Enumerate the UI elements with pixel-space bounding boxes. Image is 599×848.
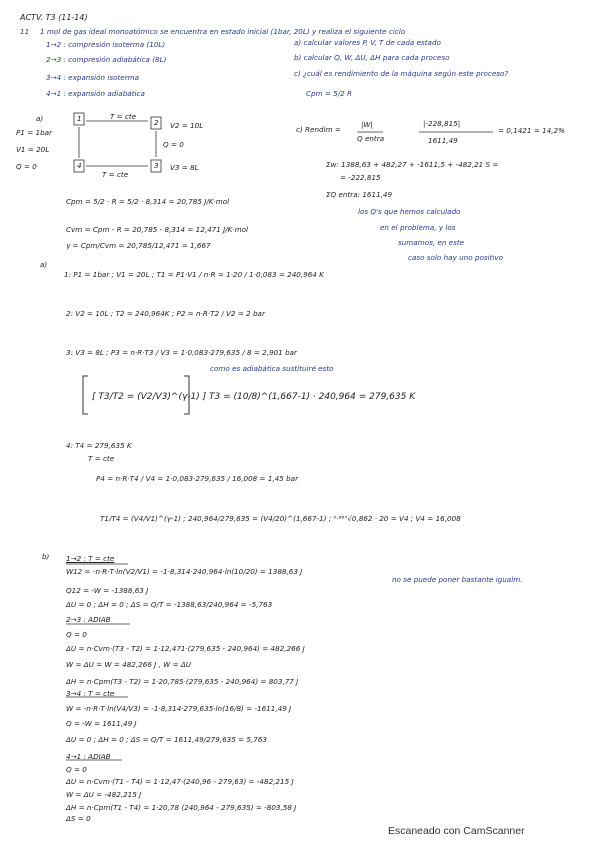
process-23-work: W = ΔU = W = 482,266 J , W = ΔU [66,660,192,669]
state-3-note: como es adiabática sustituiré esto [210,364,334,373]
process-41-energy: ΔU = n·Cvm·(T1 - T4) = 1·12,47·(240,96 - 279,63) = -482,215 J [66,777,294,786]
diagram-p1: P1 = 1bar [16,128,52,137]
diagram-v2: V2 = 10L [170,121,204,130]
problem-statement: 1 mol de gas ideal monoatómico se encuentra en estado inicial (1bar, 20L) y realiza el siguiente ciclo [40,27,406,36]
sum-w-result: = -222,815 [340,173,381,182]
part-b-label: b) [42,552,50,561]
process-12-heat: Q12 = -W = -1388,63 J [66,586,149,595]
process-34-work: W = -n·R·T·ln(V4/V3) = -1·8,314·279,635·ln(16/8) = -1611,49 J [66,704,292,713]
process-34-heat: Q = -W = 1611,49 J [66,719,137,728]
state-1-label: 1 [77,114,82,123]
diagram-tcte-top: T = cte [110,112,137,121]
efficiency-frac-num: |W| [361,120,373,129]
bracket-left [83,376,88,414]
process-41-work: W = ΔU = -482,215 J [66,790,142,799]
efficiency-frac-den: Q entra [357,134,385,143]
process-34-energy: ΔU = 0 ; ΔH = 0 ; ΔS = Q/T = 1611,49/279,635 = 5,763 [66,735,267,744]
process-41-entropy: ΔS = 0 [66,814,91,823]
diagram-label: a) [36,114,44,123]
process-41-title: 4→1 : ADIAB [66,752,111,761]
step-3: 3→4 : expansión isoterma [46,73,140,82]
diagram-v1: V1 = 20L [16,145,50,154]
process-12-title: 1→2 : T = cte [66,554,115,563]
page-title: ACTV. T3 (11-14) [20,13,88,22]
eff-note-3: sumamos, en este [398,238,465,247]
problem-number: 11 [20,27,30,36]
state-4-tcte: T = cte [88,454,115,463]
eff-note-2: en el problema, y los [380,223,456,232]
sum-w: Σw: 1388,63 + 482,27 + -1611,5 + -482,21 S = [326,160,499,169]
state-4-calc: 4: T4 = 279,635 K [66,441,132,450]
state-2-label: 2 [154,118,159,127]
diagram-q0: Q = 0 [16,162,37,171]
efficiency-val-den: 1611,49 [428,136,458,145]
process-23-title: 2→3 : ADIAB [66,615,111,624]
eff-note-1: los Q's que hemos calculado [358,207,461,216]
state-1-calc: 1: P1 = 1bar ; V1 = 20L ; T1 = P1·V1 / n·R = 1·20 / 1·0,083 = 240,964 K [64,270,324,279]
efficiency-label: c) Rendim = [296,125,341,134]
state-4-pressure: P4 = n·R·T4 / V4 = 1·0,083·279,635 / 16,008 = 1,45 bar [96,474,299,483]
efficiency-result: = 0,1421 = 14,2% [498,126,565,135]
cpm-line: Cpm = 5/2 · R = 5/2 · 8,314 = 20,785 J/K·mol [66,197,230,206]
process-12-note: no se puede poner bastante igualm. [392,575,523,584]
step-2: 2→3 : compresión adiabática (8L) [46,55,167,64]
process-34-title: 3→4 : T = cte [66,689,115,698]
eff-note-4: caso solo hay uno positivo [408,253,504,262]
state-3-calc: 3: V3 = 8L ; P3 = n·R·T3 / V3 = 1·0,083·279,635 / 8 = 2,901 bar [66,348,297,357]
state-3-equation: [ T3/T2 = (V2/V3)^(γ-1) ] T3 = (10/8)^(1,667-1) · 240,964 = 279,635 K [92,392,416,402]
process-41-enthalpy: ΔH = n·Cpm(T1 - T4) = 1·20,78 (240,964 - 279,635) = -803,58 J [66,803,297,812]
state-4-label: 4 [77,161,82,170]
step-4: 4→1 : expansión adiabática [46,89,145,98]
q-entra: ΣQ entra: 1611,49 [326,190,393,199]
process-23-heat: Q = 0 [66,630,87,639]
question-c: c) ¿cuál es rendimiento de la máquina según este proceso? [294,69,509,78]
diagram-tcte-bottom: T = cte [102,170,129,179]
process-12-work: W12 = -n·R·T·ln(V2/V1) = -1·8,314·240,964·ln(10/20) = 1388,63 J [66,567,303,576]
process-12-energy: ΔU = 0 ; ΔH = 0 ; ΔS = Q/T = -1388,63/240,964 = -5,763 [66,600,273,609]
scanner-watermark: Escaneado con CamScanner [388,825,525,837]
state-4-volume: T1/T4 = (V4/V1)^(γ-1) ; 240,964/279,635 = (V4/20)^(1,667-1) ; ⁰·⁶⁶⁷√0,862 · 20 = V4 ; V4 = 16,008 [100,514,461,523]
state-2-calc: 2: V2 = 10L ; T2 = 240,964K ; P2 = n·R·T2 / V2 = 2 bar [66,309,265,318]
process-23-energy: ΔU = n·Cvm·(T3 - T2) = 1·12,471·(279,635 - 240,964) = 482,266 J [66,644,305,653]
cpm-note: Cpm = 5/2 R [306,89,353,98]
process-41-heat: Q = 0 [66,765,87,774]
cvm-line: Cvm = Cpm - R = 20,785 - 8,314 = 12,471 J/K·mol [66,225,249,234]
gamma-line: γ = Cpm/Cvm = 20,785/12,471 = 1,667 [66,241,211,250]
question-b: b) calcular Q, W, ΔU, ΔH para cada proceso [294,53,450,62]
part-a-label: a) [40,260,48,269]
diagram-q0-right: Q = 0 [163,140,184,149]
question-a: a) calcular valores P, V, T de cada estado [294,38,441,47]
state-3-label: 3 [154,161,159,170]
diagram-v3: V3 = 8L [170,163,199,172]
step-1: 1→2 : compresión isoterma (10L) [46,40,166,49]
efficiency-val-num: |-228,815| [423,119,461,128]
process-23-enthalpy: ΔH = n·Cpm(T3 - T2) = 1·20,785·(279,635 - 240,964) = 803,77 J [66,677,299,686]
